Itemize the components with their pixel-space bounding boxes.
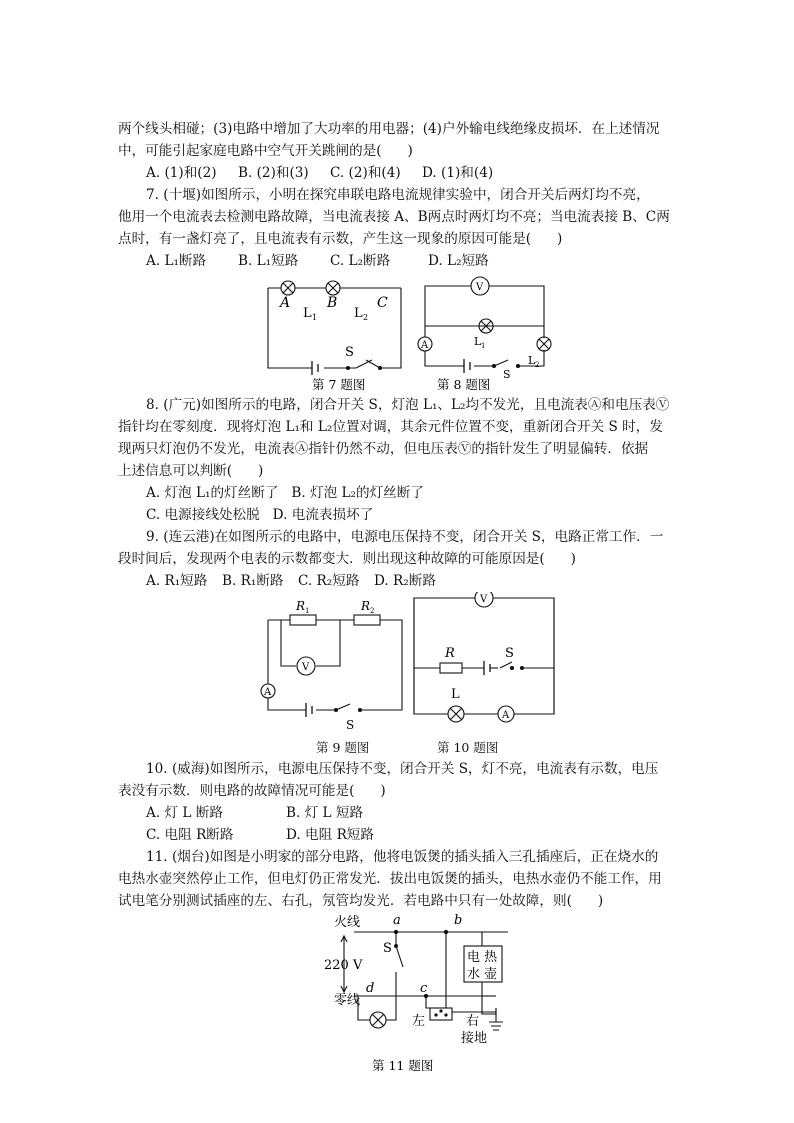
q9-option-d: D. R₂断路	[374, 573, 436, 589]
fig11-label-c: c	[420, 981, 428, 996]
q7-option-c: C. L₂断路	[330, 253, 391, 269]
figures-9-10-captions	[118, 738, 678, 758]
fig9-label-R1: R	[296, 599, 306, 613]
q10-option-d: D. 电阻 R短路	[286, 827, 374, 843]
fig8-label-S: S	[503, 368, 511, 381]
fig11-caption: 第 11 题图	[372, 1058, 434, 1073]
fig11-label-S: S	[383, 941, 392, 956]
fig8-caption: 第 8 题图	[437, 377, 491, 392]
q7-option-a: A. L₁断路	[146, 253, 207, 269]
q11-line2: 电热水壶突然停止工作，但电灯仍正常发光．拔出电饭煲的插头，电热水壶仍不能工作，用	[118, 871, 662, 887]
fig9-meter-A: A	[264, 687, 272, 698]
q11-line3: 试电笔分别测试插座的左、右孔，氖管均发光．若电路中只有一处故障，则( )	[118, 893, 604, 909]
fig10-meter-A: A	[502, 710, 510, 721]
figures-7-8	[118, 272, 678, 394]
fig9-label-R2: R	[361, 599, 371, 613]
q8-options-ab: A. 灯泡 L₁的灯丝断了 B. 灯泡 L₂的灯丝断了	[146, 485, 424, 501]
q10-options-cd	[118, 824, 678, 846]
q6-line1: 两个线头相碰；(3)电路中增加了大功率的用电器；(4)户外输电线绝缘皮损坏．在上述情况	[118, 121, 660, 137]
fig8-meter-V: V	[476, 282, 484, 293]
q6-line2: 中，可能引起家庭电路中空气开关跳闸的是( )	[118, 143, 413, 159]
q9-options	[118, 570, 678, 592]
q8-line3: 现两只灯泡仍不发光，电流表Ⓐ指针仍然不动，但电压表Ⓥ的指针发生了明显偏转．依据	[118, 441, 649, 457]
fig7-label-L2-sub: 2	[363, 313, 369, 322]
fig9-caption: 第 9 题图	[316, 740, 370, 755]
fig8-meter-A: A	[421, 340, 429, 351]
fig10-meter-V: V	[480, 594, 488, 605]
fig11-label-zero-line: 零线	[334, 993, 361, 1008]
q8-line2: 指针均在零刻度．现将灯泡 L₁和 L₂位置对调，其余元件位置不变，重新闭合开关 S 时，发	[118, 419, 663, 435]
fig9-meter-V: V	[302, 662, 310, 673]
exam-page	[118, 118, 678, 1088]
fig11-label-b: b	[454, 913, 463, 928]
fig8-label-L2: L	[528, 354, 536, 367]
q9-option-a: A. R₁短路	[146, 573, 208, 589]
q10-option-b: B. 灯 L 短路	[286, 805, 364, 821]
q6-option-a: A. (1)和(2)	[146, 165, 217, 181]
fig8-label-L1-sub: 1	[481, 342, 486, 350]
q9-option-b: B. R₁断路	[222, 573, 284, 589]
q7-options	[118, 250, 678, 272]
fig7-label-L1-sub: 1	[312, 313, 318, 322]
q8-options-cd: C. 电源接线处松脱 D. 电流表损坏了	[146, 507, 374, 523]
fig11-label-d: d	[366, 981, 375, 996]
q8-line4: 上述信息可以判断( )	[118, 463, 264, 479]
fig10-label-L: L	[451, 687, 460, 702]
fig9-label-R2-sub: 2	[370, 607, 375, 615]
fig7-label-B: B	[327, 295, 338, 311]
fig11-label-kettle-1: 电 热	[467, 950, 498, 965]
figure-11	[118, 912, 678, 1088]
fig7-label-L2: L	[354, 306, 363, 321]
fig8-label-L2-sub: 2	[535, 361, 540, 369]
fig7-label-C: C	[377, 295, 388, 311]
fig11-label-right: 右	[466, 1014, 480, 1029]
q10-option-a: A. 灯 L 断路	[146, 805, 223, 821]
fig11-label-kettle-2: 水 壶	[467, 967, 498, 982]
figure-11-svg	[118, 912, 678, 1088]
fig7-caption: 第 7 题图	[312, 377, 366, 392]
q6-option-c: C. (2)和(4)	[330, 165, 401, 181]
q11-line1: 11. (烟台)如图是小明家的部分电路，他将电饭煲的插头插入三孔插座后，正在烧水的	[146, 849, 659, 865]
fig9-label-S: S	[346, 718, 355, 732]
figures-9-10	[118, 592, 678, 738]
q10-line2: 表没有示数．则电路的故障情况可能是( )	[118, 783, 386, 799]
q7-line1: 7. (十堰)如图所示，小明在探究串联电路电流规律实验中，闭合开关后两灯均不亮，	[146, 187, 650, 203]
fig11-label-left: 左	[412, 1014, 426, 1029]
q8-line1: 8. (广元)如图所示的电路，闭合开关 S，灯泡 L₁、L₂均不发光，且电流表Ⓐ和电压表Ⓥ	[146, 397, 670, 413]
figure-9-10-svg	[118, 592, 678, 738]
fig11-label-a: a	[393, 913, 401, 928]
fig11-label-ground: 接地	[461, 1031, 488, 1046]
fig10-label-S: S	[505, 646, 514, 661]
figure-7-8-svg	[118, 272, 678, 394]
fig11-label-voltage: 220 V	[324, 958, 363, 973]
fig7-label-A: A	[280, 295, 291, 311]
q6-option-d: D. (1)和(4)	[422, 165, 494, 181]
fig7-label-S: S	[345, 345, 354, 360]
q7-line2: 他用一个电流表去检测电路故障，当电流表接 A、B两点时两灯均不亮；当电流表接 B、C两	[118, 209, 670, 225]
fig11-label-fire-line: 火线	[334, 915, 361, 930]
q9-option-c: C. R₂短路	[298, 573, 360, 589]
q7-line3: 点时，有一盏灯亮了，且电流表有示数，产生这一现象的原因可能是( )	[118, 231, 563, 247]
q10-option-c: C. 电阻 R断路	[146, 827, 234, 843]
q6-option-b: B. (2)和(3)	[238, 165, 309, 181]
fig9-label-R1-sub: 1	[305, 607, 310, 615]
q7-option-b: B. L₁短路	[238, 253, 299, 269]
q9-line1: 9. (连云港)在如图所示的电路中，电源电压保持不变，闭合开关 S，电路正常工作．一	[146, 529, 664, 545]
fig8-label-L1: L	[474, 335, 482, 348]
q6-options	[118, 162, 678, 184]
fig10-label-R: R	[445, 646, 455, 661]
fig7-label-L1: L	[303, 306, 312, 321]
fig10-caption: 第 10 题图	[437, 740, 499, 755]
q10-options-ab	[118, 802, 678, 824]
q9-line2: 段时间后，发现两个电表的示数都变大．则出现这种故障的可能原因是( )	[118, 551, 576, 567]
q7-option-d: D. L₂短路	[428, 253, 489, 269]
q10-line1: 10. (威海)如图所示，电源电压保持不变，闭合开关 S，灯不亮，电流表有示数，电压	[146, 761, 659, 777]
